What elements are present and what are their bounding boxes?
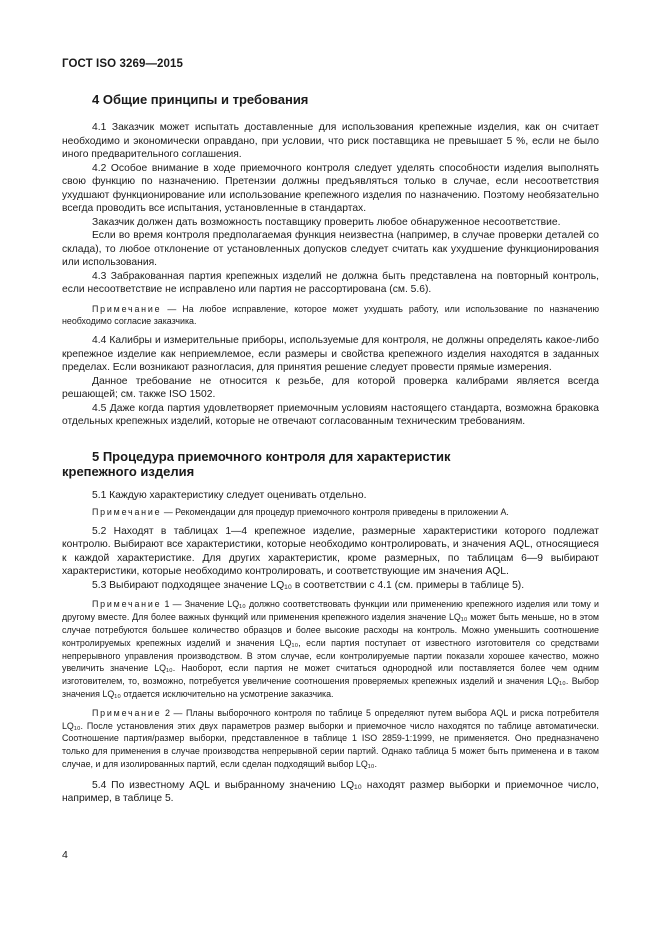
paragraph-4-2-b: Заказчик должен дать возможность поставщику проверить любое обнаруженное несоответствие. [92, 216, 561, 228]
note-4-3 [62, 303, 599, 329]
section-5-title-line-1: 5 Процедура приемочного контроля для характеристик [92, 448, 451, 464]
note-5-3-1 [62, 598, 599, 700]
section-5-title-line-2: крепежного изделия [62, 463, 195, 479]
note-5-1 [62, 506, 599, 519]
paragraph-4-1: 4.1 Заказчик может испытать доставленные для использования крепежные изделия, как он считает необходимо и экономически оправдано, при условии, что риск поставщика не превышает 5 %, если не было иного предварительного соглашения. [62, 122, 599, 160]
note-text: — На любое исправление, которое может ухудшать работу, или использование по назначению необходимо согласие заказчика. [62, 303, 599, 327]
note-text: 1 — Значение LQ₁₀ должно соответствовать функции или применению крепежного изделия или тому и другому вместе. Для более важных функций или применения крепежного изделия значение LQ₁₀ может быть меньше, но в этом случае потребуются большее количество образцов и более высокие расходы на контроль. Можно уменьшить соотношение контролируемых крепежных изделий и значения LQ₁₀, если партия поступает от известного изготовителя со средствами непрерывного управления производством. В этом случае, если контролируемые партии показали хорошее качество, можно увеличить значение LQ₁₀. Наоборот, если партия не может считаться однородной или поставляется более чем одним изготовителем, то, возможно, потребуется увеличение соотношения проверяемых крепежных изделий и значения LQ₁₀. Выбор значения LQ₁₀ отдается исключительно на усмотрение заказчика. [62, 599, 599, 699]
page-number: 4 [62, 849, 68, 861]
page-body [62, 92, 599, 806]
note-text: 2 — Планы выборочного контроля по таблице 5 определяют путем выбора AQL и риска потребителя LQ₁₀. После установления этих двух параметров размер выборки и приемочное число находятся по таблице автоматически. Соотношение партия/размер выборки, представленное в таблице 1 ISO 2859-1:1999, не применяется. Оно предназначено только для применения в случае производства непрерывной серии партий. Однако таблица 5 может быть применена и в таком случае, и для изолированных партий, если сделан подходящий выбор LQ₁₀. [62, 707, 599, 769]
paragraph-5-2: 5.2 Находят в таблицах 1—4 крепежное изделие, размерные характеристики которого подлежат контролю. Выбирают все характеристики, которые необходимо контролировать, и значения AQL, относящиеся к каждой характеристике. Для других характеристик, кроме размерных, по таблицам 6—9 выбирают характеристики, которые необходимо контролировать, и соответствующие им значения AQL. [62, 525, 599, 578]
paragraph-4-4-b: Данное требование не относится к резьбе, для которой проверка калибрами является всегда решающей; см. также ISO 1502. [62, 375, 599, 401]
paragraph-5-4: 5.4 По известному AQL и выбранному значению LQ₁₀ находят размер выборки и приемочное число, например, в таблице 5. [62, 779, 599, 805]
paragraph-4-5: 4.5 Даже когда партия удовлетворяет приемочным условиям настоящего стандарта, возможна браковка отдельных крепежных изделий, которые не отвечают согласованным техническим требованиям. [62, 402, 599, 428]
paragraph-5-3: 5.3 Выбирают подходящее значение LQ₁₀ в соответствии с 4.1 (см. примеры в таблице 5). [92, 579, 525, 591]
paragraph-4-4: 4.4 Калибры и измерительные приборы, используемые для контроля, не должны определять какое-либо крепежное изделие как неприемлемое, если размеры и свойства крепежного изделия находятся в заданных пределах. Если возникают разногласия, для принятия решение следует провести прямые измерения. [62, 335, 599, 374]
paragraph-4-2-c: Если во время контроля предполагаемая функция неизвестна (например, в случае проверки деталей со склада), то любое отклонение от установленных допусков следует считать как ухудшение функционирования или использования. [62, 230, 599, 268]
section-4-title: 4 Общие принципы и требования [92, 92, 309, 107]
note-label: Примечание [92, 303, 162, 314]
note-text: — Рекомендации для процедур приемочного контроля приведены в приложении А. [161, 507, 509, 518]
paragraph-4-3: 4.3 Забракованная партия крепежных изделий не должна быть представлена на повторный контроль, если несоответствие не исправлено или партия не рассортирована (см. 5.6). [62, 270, 599, 295]
document-code: ГОСТ ISO 3269—2015 [62, 58, 184, 70]
note-label: Примечание [92, 599, 162, 610]
paragraph-5-1: 5.1 Каждую характеристику следует оценивать отдельно. [92, 489, 367, 501]
note-label: Примечание [92, 707, 162, 718]
note-label: Примечание [92, 507, 162, 518]
note-5-3-2 [62, 707, 599, 771]
paragraph-4-2: 4.2 Особое внимание в ходе приемочного контроля следует уделять способности изделия выполнять свою функцию по назначению. Претензии должны предъявляться только в случае, если несоответствия ухудшают функционирование или использование крепежного изделия по назначению. Поэтому необязательно всегда проводить все испытания, установленные в стандартах. [62, 162, 599, 214]
